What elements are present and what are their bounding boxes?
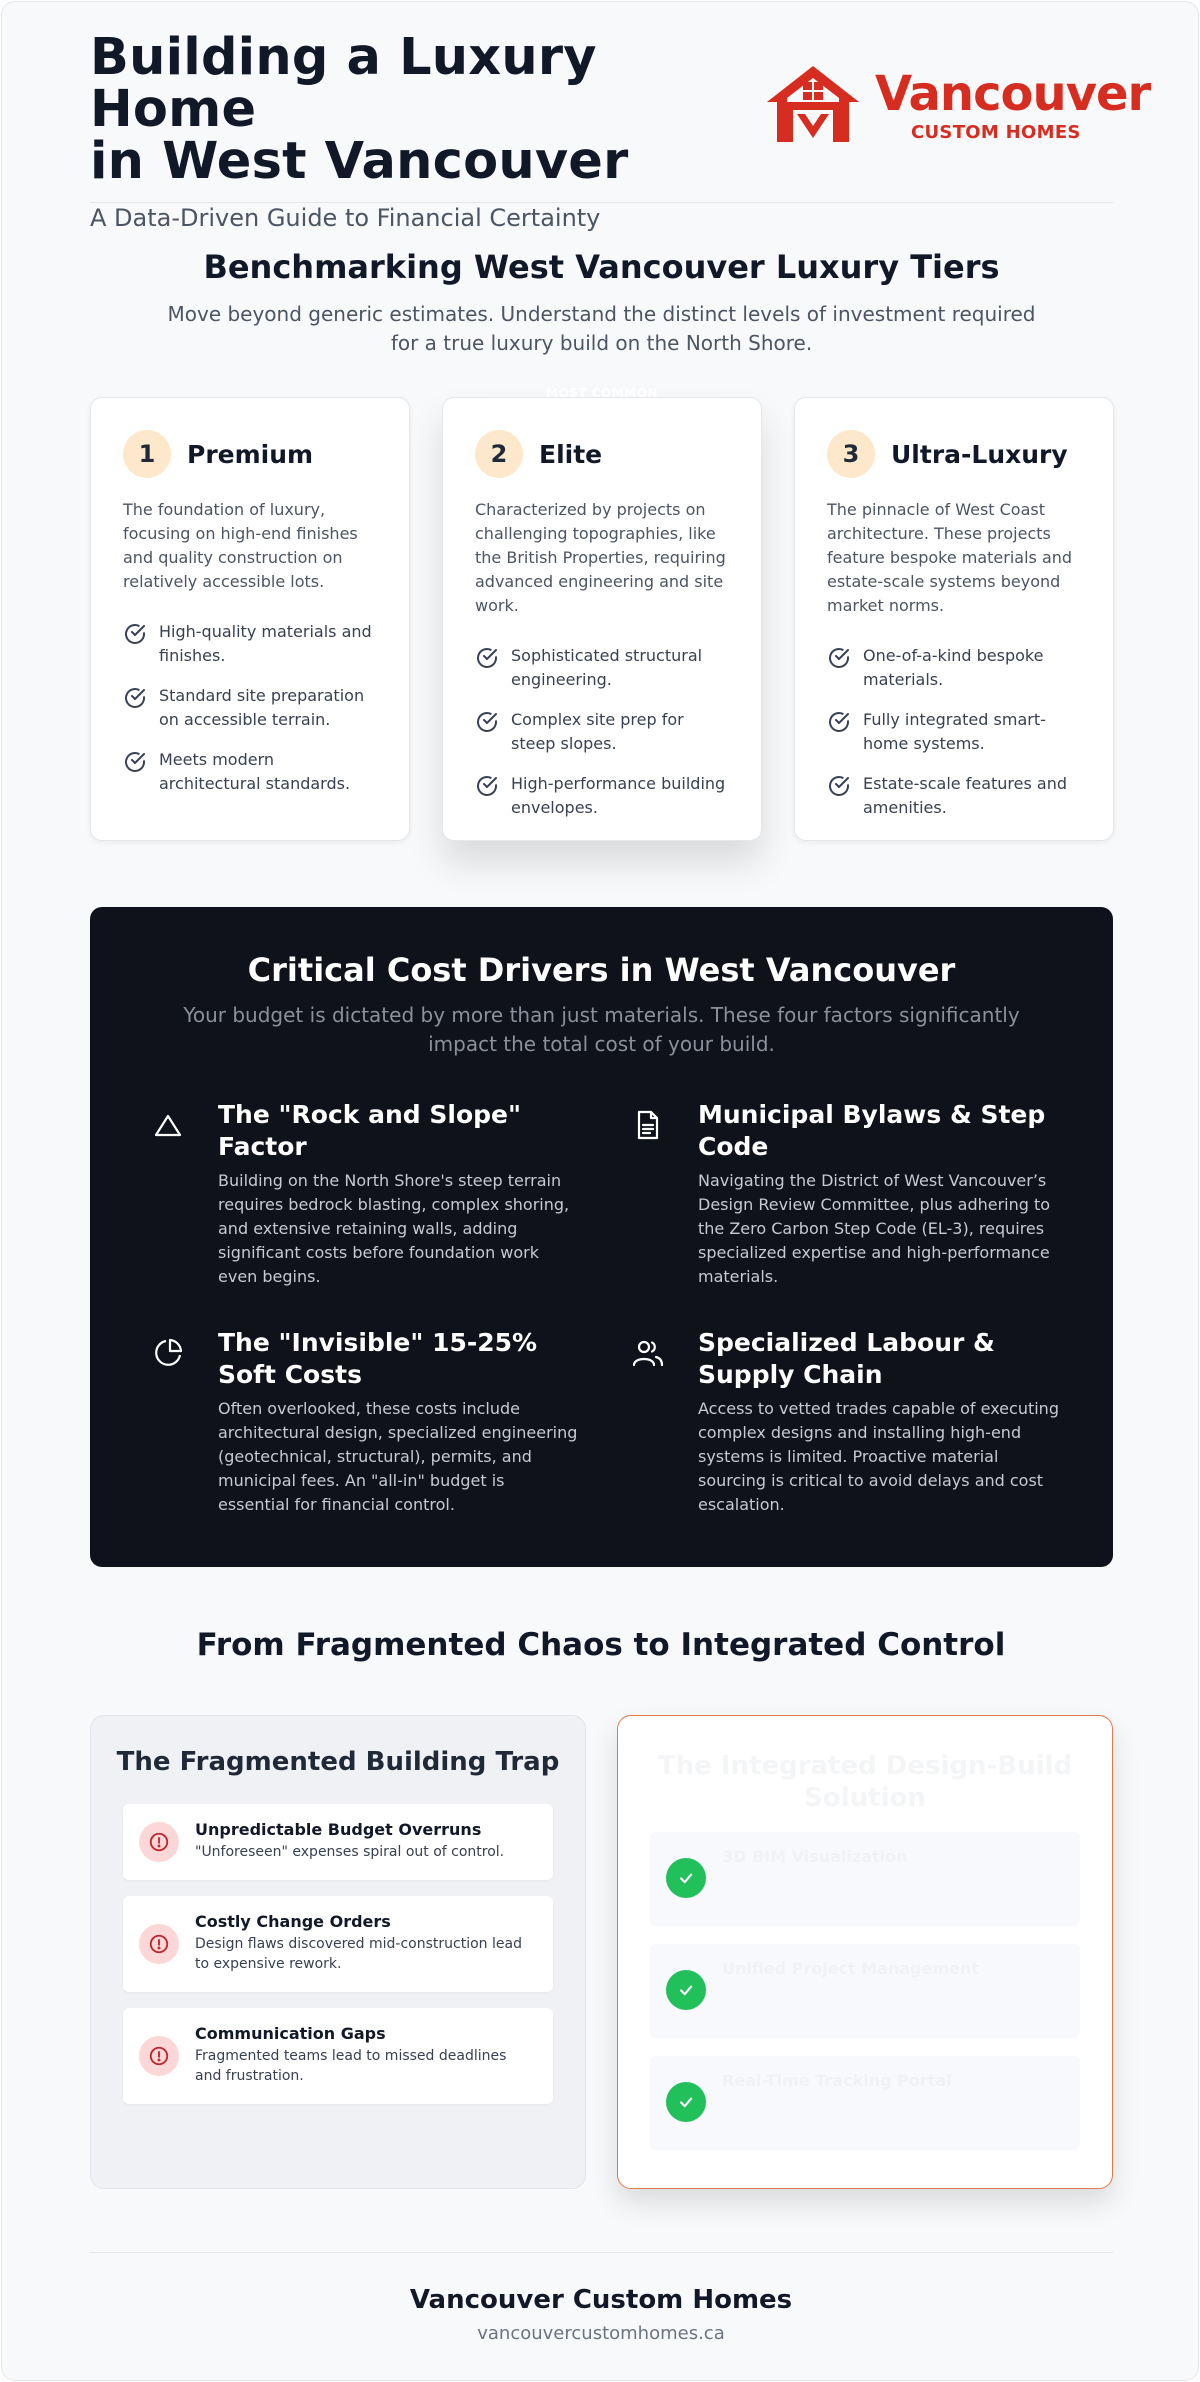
driver-title: Specialized Labour & Supply Chain bbox=[698, 1328, 995, 1389]
integrated-box bbox=[617, 1715, 1113, 2189]
tier-feature bbox=[827, 772, 1081, 820]
tiers-description: Move beyond generic estimates. Understand the distinct levels of investment required for a true luxury build on the North Shore. bbox=[167, 302, 1036, 355]
tier-name: Premium bbox=[187, 439, 314, 469]
tier-name: Elite bbox=[539, 439, 603, 469]
tier-feature bbox=[827, 644, 1081, 692]
tier-description: Characterized by projects on challenging topographies, like the British Properties, requiring advanced engineering and site work. bbox=[475, 500, 726, 615]
tier-feature-text: High-performance building envelopes. bbox=[511, 774, 726, 817]
driver-title: The "Rock and Slope" Factor bbox=[218, 1100, 522, 1161]
drivers-description: Your budget is dictated by more than just materials. These four factors significantly impact the total cost of your build. bbox=[183, 1003, 1020, 1056]
driver-text: Access to vetted trades capable of executing complex designs and installing high-end systems is limited. Proactive material sourcing is critical to avoid delays and cost escalation. bbox=[698, 1399, 1059, 1514]
footer-divider bbox=[90, 2252, 1113, 2253]
tier-feature-text: Sophisticated structural engineering. bbox=[511, 646, 703, 689]
tier-number: 2 bbox=[475, 430, 523, 478]
tier-feature bbox=[123, 684, 377, 732]
tier-feature bbox=[123, 748, 377, 796]
tier-name: Ultra-Luxury bbox=[891, 439, 1068, 469]
pie-chart-icon bbox=[150, 1335, 186, 1371]
tier-card-ultra-luxury bbox=[794, 397, 1114, 841]
solution-title: Real-Time Tracking Portal bbox=[722, 2071, 952, 2090]
driver-labour bbox=[630, 1327, 1060, 1517]
problem-title: Costly Change Orders bbox=[195, 1912, 391, 1931]
logo-name: Vancouver bbox=[875, 66, 1151, 122]
driver-title: The "Invisible" 15-25% Soft Costs bbox=[218, 1328, 538, 1389]
title-line-1: Building a Luxury Home bbox=[90, 28, 597, 139]
document-icon bbox=[630, 1107, 666, 1143]
tier-card-elite bbox=[442, 386, 762, 841]
problem-title: Unpredictable Budget Overruns bbox=[195, 1820, 482, 1839]
driver-title: Municipal Bylaws & Step Code bbox=[698, 1100, 1046, 1161]
check-circle-icon bbox=[827, 646, 851, 670]
logo-tagline: CUSTOM HOMES bbox=[911, 122, 1081, 143]
check-circle-icon bbox=[475, 710, 499, 734]
tier-feature-text: Estate-scale features and amenities. bbox=[863, 774, 1068, 817]
tier-description: The foundation of luxury, focusing on high-end finishes and quality construction on relatively accessible lots. bbox=[123, 500, 358, 591]
triangle-icon bbox=[150, 1107, 186, 1143]
page-title bbox=[90, 28, 770, 191]
check-circle-icon bbox=[827, 774, 851, 798]
tier-number: 1 bbox=[123, 430, 171, 478]
problem-item bbox=[123, 1804, 553, 1880]
solution-item bbox=[650, 1832, 1080, 1926]
problem-text: "Unforeseen" expenses spiral out of control. bbox=[195, 1844, 505, 1860]
tier-description: The pinnacle of West Coast architecture. These projects feature bespoke materials and estate-scale systems beyond market norms. bbox=[827, 500, 1073, 615]
problem-text: Fragmented teams lead to missed deadlines and frustration. bbox=[195, 2048, 507, 2084]
tier-feature-text: High-quality materials and finishes. bbox=[159, 622, 372, 665]
problem-item bbox=[123, 1896, 553, 1992]
header bbox=[90, 28, 1151, 232]
tier-feature bbox=[827, 708, 1081, 756]
check-icon bbox=[666, 2082, 706, 2122]
tier-feature-text: One-of-a-kind bespoke materials. bbox=[863, 646, 1044, 689]
title-line-2: in West Vancouver bbox=[90, 132, 629, 191]
tier-feature-text: Meets modern architectural standards. bbox=[159, 750, 351, 793]
footer-company-name: Vancouver Custom Homes bbox=[409, 2285, 793, 2315]
solution-title: 3D BIM Visualization bbox=[722, 1847, 908, 1866]
driver-bylaws bbox=[630, 1099, 1060, 1289]
alert-icon bbox=[139, 1822, 179, 1862]
integrated-title: The Integrated Design-Build Solution bbox=[657, 1751, 1073, 1813]
driver-text: Navigating the District of West Vancouver’s Design Review Committee, plus adhering to the Zero Carbon Step Code (EL-3), requires specialized expertise and high-performance materials. bbox=[698, 1171, 1051, 1286]
tier-number: 3 bbox=[827, 430, 875, 478]
check-circle-icon bbox=[827, 710, 851, 734]
check-circle-icon bbox=[123, 750, 147, 774]
check-circle-icon bbox=[123, 686, 147, 710]
alert-icon bbox=[139, 2036, 179, 2076]
fragmented-box bbox=[90, 1715, 586, 2189]
tier-feature bbox=[123, 620, 377, 668]
solution-title: Unified Project Management bbox=[722, 1959, 980, 1978]
check-icon bbox=[666, 1970, 706, 2010]
fragmented-title: The Fragmented Building Trap bbox=[116, 1747, 560, 1777]
driver-text: Building on the North Shore's steep terrain requires bedrock blasting, complex shoring, and extensive retaining walls, adding significant costs before foundation work even begins. bbox=[218, 1171, 570, 1286]
tiers-heading bbox=[90, 248, 1113, 358]
users-icon bbox=[630, 1335, 666, 1371]
driver-text: Often overlooked, these costs include architectural design, specialized engineering (geotechnical, structural), permits, and municipal fees. An "all-in" budget is essential for financial control. bbox=[218, 1399, 578, 1514]
check-icon bbox=[666, 1858, 706, 1898]
tiers-row bbox=[90, 386, 1113, 847]
alert-icon bbox=[139, 1924, 179, 1964]
problem-title: Communication Gaps bbox=[195, 2024, 386, 2043]
most-common-badge: MOST COMMON bbox=[546, 386, 658, 400]
driver-rock-slope bbox=[150, 1099, 580, 1289]
tier-feature bbox=[475, 644, 729, 692]
comparison-title: From Fragmented Chaos to Integrated Control bbox=[196, 1627, 1006, 1663]
tiers-title: Benchmarking West Vancouver Luxury Tiers bbox=[203, 248, 1000, 286]
check-circle-icon bbox=[123, 622, 147, 646]
tier-feature-text: Complex site prep for steep slopes. bbox=[511, 710, 684, 753]
cost-drivers-panel bbox=[90, 907, 1113, 1567]
tier-card-premium bbox=[90, 397, 410, 841]
solution-item bbox=[650, 2056, 1080, 2150]
house-logo-icon bbox=[763, 62, 863, 146]
tier-feature-text: Standard site preparation on accessible terrain. bbox=[159, 686, 365, 729]
infographic-page bbox=[1, 1, 1199, 2381]
problem-text: Design flaws discovered mid-construction lead to expensive rework. bbox=[195, 1936, 522, 1972]
problem-item bbox=[123, 2008, 553, 2104]
tier-feature-text: Fully integrated smart-home systems. bbox=[863, 710, 1046, 753]
check-circle-icon bbox=[475, 774, 499, 798]
page-subtitle: A Data-Driven Guide to Financial Certainty bbox=[90, 204, 601, 232]
drivers-title: Critical Cost Drivers in West Vancouver bbox=[247, 951, 956, 989]
header-divider bbox=[90, 202, 1113, 203]
check-circle-icon bbox=[475, 646, 499, 670]
tier-feature bbox=[475, 708, 729, 756]
solution-item bbox=[650, 1944, 1080, 2038]
company-logo bbox=[763, 62, 1151, 172]
driver-soft-costs bbox=[150, 1327, 580, 1517]
tier-feature bbox=[475, 772, 729, 820]
footer-url[interactable]: vancouvercustomhomes.ca bbox=[477, 2323, 725, 2344]
